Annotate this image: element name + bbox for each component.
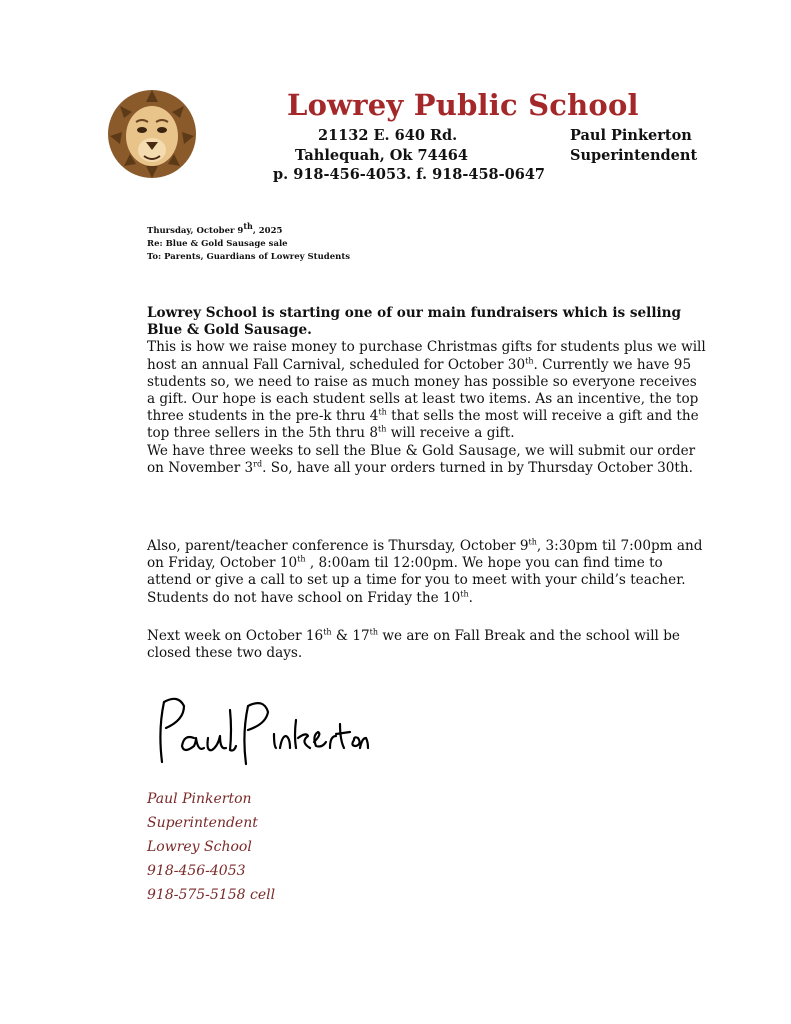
body-paragraph-fall-break: Next week on October 16th & 17th we are on Fall Break and the school will be closed these two days. — [147, 627, 680, 662]
school-name: Lowrey Public School — [287, 88, 639, 122]
body-paragraph-conference: Also, parent/teacher conference is Thursday, October 9th, 3:30pm til 7:00pm and on Friday, October 10th , 8:00am til 12:00pm. We hope you can find time to attend or give a call to set up a time for you to meet with your child’s teacher. Students do not have school on Friday the 10th. — [147, 537, 703, 606]
lion-head-icon — [106, 88, 198, 180]
body-paragraph-fundraiser — [147, 305, 707, 477]
address-line-2: Tahlequah, Ok 74464 — [295, 147, 468, 164]
signature-school: Lowrey School — [147, 839, 252, 855]
address-line-1: 21132 E. 640 Rd. — [318, 127, 458, 144]
memo-to: To: Parents, Guardians of Lowrey Students — [147, 252, 351, 262]
signature-block — [147, 787, 275, 907]
memo-re: Re: Blue & Gold Sausage sale — [147, 239, 288, 249]
signature-title: Superintendent — [147, 815, 258, 831]
memo-date: Thursday, October 9th, 2025 — [147, 221, 283, 236]
handwritten-signature — [140, 690, 370, 775]
order-deadline: We have three weeks to sell the Blue & Gold Sausage, we will submit our order on November 3rd. So, have all your orders turned in by Thursday October 30th. — [147, 442, 696, 476]
fundraiser-details: This is how we raise money to purchase Christmas gifts for students plus we will host an annual Fall Carnival, scheduled for October 30th. Currently we have 95 students so, we need to raise as much money has possible so everyone receives a gift. Our hope is each student sells at least two items. As an incentive, the top three students in the pre-k thru 4th that sells the most will receive a gift and the top three sellers in the 5th thru 8th will receive a gift. — [147, 339, 706, 442]
signature-name: Paul Pinkerton — [147, 791, 252, 807]
signature-cell: 918-575-5158 cell — [147, 887, 276, 903]
header-signer-name: Paul Pinkerton — [570, 127, 692, 144]
phone-fax-line: p. 918-456-4053. f. 918-458-0647 — [273, 166, 546, 183]
signature-phone: 918-456-4053 — [147, 863, 246, 879]
header-signer-title: Superintendent — [570, 147, 698, 164]
lead-sentence: Lowrey School is starting one of our main fundraisers which is selling Blue & Gold Sausage. — [147, 305, 682, 339]
